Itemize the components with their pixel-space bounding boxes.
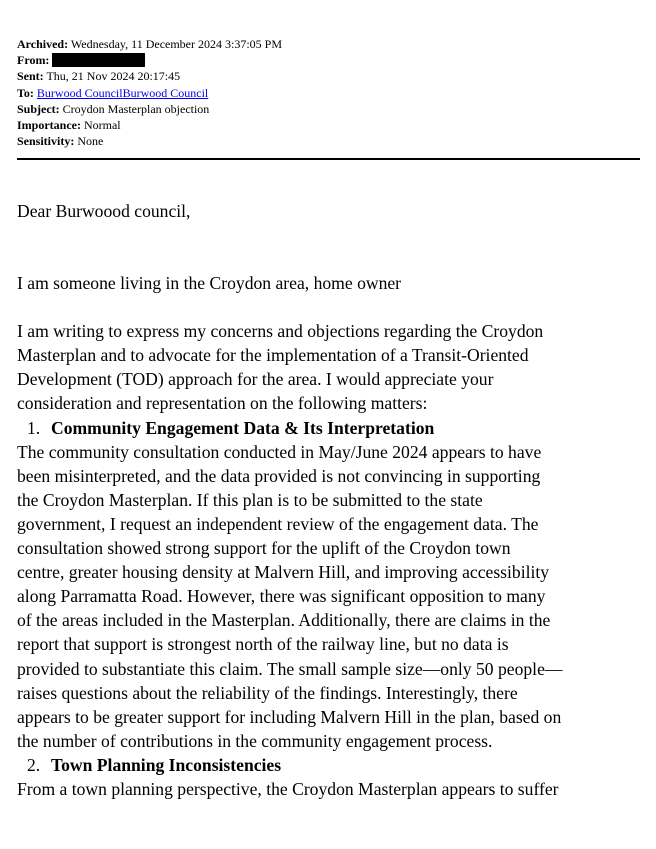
section-title: Community Engagement Data & Its Interpretation bbox=[51, 417, 435, 438]
paragraph-line: report that support is strongest north of the railway line, but no data is bbox=[17, 634, 509, 655]
paragraph-line: The community consultation conducted in May/June 2024 appears to have bbox=[17, 441, 542, 462]
from-row bbox=[17, 52, 282, 68]
redacted-sender-block bbox=[52, 53, 145, 67]
section-number: 2. bbox=[27, 754, 41, 775]
sent-value: Thu, 21 Nov 2024 20:17:45 bbox=[46, 69, 181, 84]
section-1-paragraph bbox=[17, 440, 647, 753]
section-heading-2 bbox=[17, 753, 647, 777]
paragraph-line: I am writing to express my concerns and objections regarding the Croydon bbox=[17, 321, 544, 342]
section-2-paragraph bbox=[17, 777, 647, 801]
from-label: From: bbox=[17, 53, 50, 68]
sensitivity-label: Sensitivity: bbox=[17, 134, 75, 149]
paragraph-line: government, I request an independent review of the engagement data. The bbox=[17, 513, 539, 534]
paragraph-line: along Parramatta Road. However, there was significant opposition to many bbox=[17, 586, 546, 607]
paragraph-line: of the areas included in the Masterplan. Additionally, there are claims in the bbox=[17, 610, 551, 631]
opening-paragraph bbox=[17, 319, 647, 415]
paragraph-line: consultation showed strong support for the uplift of the Croydon town bbox=[17, 538, 511, 559]
importance-row bbox=[17, 117, 282, 133]
paragraph-line: From a town planning perspective, the Croydon Masterplan appears to suffer bbox=[17, 778, 559, 799]
to-recipient-link-1[interactable]: Burwood Council bbox=[36, 85, 123, 100]
greeting: Dear Burwoood council, bbox=[17, 201, 191, 221]
subject-label: Subject: bbox=[17, 101, 60, 116]
subject-row bbox=[17, 101, 282, 117]
importance-label: Importance: bbox=[17, 118, 81, 133]
paragraph-line: centre, greater housing density at Malvern Hill, and improving accessibility bbox=[17, 562, 550, 583]
archived-row bbox=[17, 36, 282, 52]
paragraph-line: provided to substantiate this claim. The small sample size—only 50 people— bbox=[17, 658, 563, 679]
archived-value: Wednesday, 11 December 2024 3:37:05 PM bbox=[70, 37, 283, 51]
paragraph-line: consideration and representation on the following matters: bbox=[17, 393, 428, 414]
email-body bbox=[17, 199, 647, 801]
email-header bbox=[17, 36, 282, 149]
importance-value: Normal bbox=[83, 118, 121, 133]
to-recipient-link-2[interactable]: Burwood Council bbox=[122, 85, 209, 100]
subject-value: Croydon Masterplan objection bbox=[62, 101, 210, 116]
to-label: To: bbox=[17, 85, 34, 100]
spacer bbox=[17, 223, 647, 271]
intro-line: I am someone living in the Croydon area, home owner bbox=[17, 273, 402, 294]
paragraph-line: Development (TOD) approach for the area. I would appreciate your bbox=[17, 369, 494, 390]
paragraph-line: the Croydon Masterplan. If this plan is to be submitted to the state bbox=[17, 489, 483, 510]
archived-label: Archived: bbox=[17, 37, 69, 51]
sensitivity-value: None bbox=[77, 134, 104, 149]
paragraph-line: the number of contributions in the community engagement process. bbox=[17, 730, 493, 751]
header-divider bbox=[17, 158, 640, 160]
to-row bbox=[17, 85, 282, 101]
sent-row bbox=[17, 68, 282, 84]
section-heading-1 bbox=[17, 416, 647, 440]
sensitivity-row bbox=[17, 133, 282, 149]
sent-label: Sent: bbox=[17, 69, 44, 84]
spacer bbox=[17, 295, 647, 319]
paragraph-line: Masterplan and to advocate for the implementation of a Transit-Oriented bbox=[17, 345, 529, 366]
paragraph-line: appears to be greater support for including Malvern Hill in the plan, based on bbox=[17, 706, 562, 727]
section-number: 1. bbox=[27, 417, 41, 438]
section-title: Town Planning Inconsistencies bbox=[51, 754, 282, 775]
paragraph-line: been misinterpreted, and the data provided is not convincing in supporting bbox=[17, 465, 541, 486]
paragraph-line: raises questions about the reliability of the findings. Interestingly, there bbox=[17, 682, 518, 703]
